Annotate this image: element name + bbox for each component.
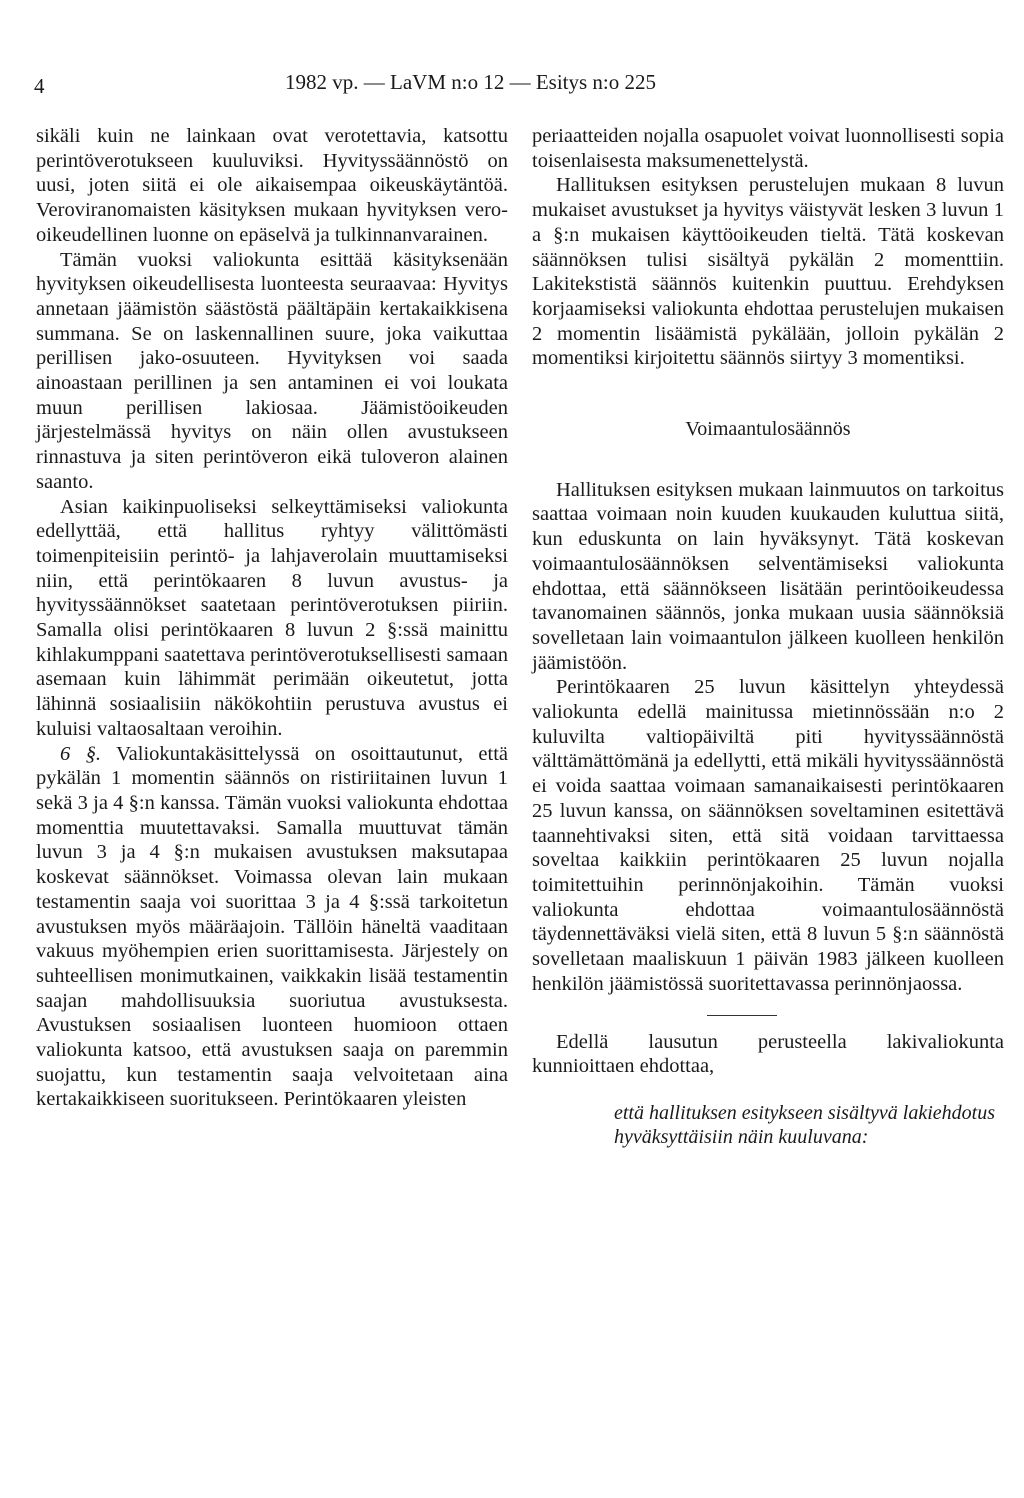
paragraph: periaatteiden nojalla osapuolet voivat luonnollisesti sopia toisenlaisesta maksumenettelystä.	[532, 125, 1004, 172]
paragraph: Asian kaikinpuoliseksi selkeyttämiseksi valiokunta edellyttää, että hallitus ryhtyy välittömästi toimenpiteisiin perintö- ja lahjaverolain muuttamiseksi niin, että perintökaaren 8 luvun avustus- ja hyvityssäännökset saatetaan perintöverotuksen piiriin. Samalla olisi perintökaaren 8 luvun 2 §:ssä mainittu kihlakumppani saatettava perintöverotuksellisesti samaan asemaan kuin lähimmät perimään oikeutetut, jotta lähinnä sosiaalisiin näkökohtiin perustuva avustus ei kuluisi valtaosaltaan veroihin.	[36, 495, 508, 740]
paragraph: Hallituksen esityksen mukaan lainmuutos on tarkoitus saattaa voimaan noin kuuden kuukauden kuluttua siitä, kun eduskunta on lain hyväksynyt. Tätä koskevan voimaantulosäännöksen selventämiseksi valiokunta ehdottaa, että säännökseen lisätään perintöoikeudessa tavanomainen säännös, jonka mukaan uusia säännöksiä sovelletaan lain voimaantulon jälkeen kuolleen henkilön jäämistöön.	[532, 478, 1004, 674]
divider	[707, 1015, 777, 1016]
paragraph: Perintökaaren 25 luvun käsittelyn yhteydessä valiokunta edellä mainitussa mietinnössään n:o 2 kuluvilta valtiopäiviltä piti hyvityssäännöstä välttämättömänä ja edellytti, että mikäli hyvityssäännöstä ei voida saattaa voimaan samanaikaisesti perintökaaren 25 luvun kanssa, on säännöksen soveltaminen esitettävä taannehtivaksi siten, että sitä voidaan tarvittaessa soveltaa kaikkiin perintökaaren 25 luvun nojalla toimitettuihin perinnönjakoihin. Tämän vuoksi valiokunta ehdottaa voimaantulosäännöstä täydennettäväksi vielä siten, että 8 luvun 5 §:n säännöstä sovelletaan maaliskuun 1 päivän 1983 jälkeen kuolleen henkilön jäämistössä suoritettavassa perinnönjaossa.	[532, 676, 1004, 995]
section-heading: Voimaantulosäännös	[685, 418, 851, 441]
page-number: 4	[34, 74, 45, 98]
paragraph: sikäli kuin ne lainkaan ovat verotettavia, katsottu perintöverotukseen kuuluviksi. Hyvityssäännöstö on uusi, joten siitä ei ole aikaisempaa oikeuskäytäntöä. Veroviranomaisten käsityksen mukaan hyvityksen vero-oikeudellinen luonne on epäselvä ja tulkinnanvarainen.	[36, 125, 508, 246]
right-column	[532, 124, 1004, 1149]
resolution-text: että hallituksen esitykseen sisältyvä lakiehdotus hyväksyttäisiin näin kuuluvana:	[614, 1101, 996, 1148]
paragraph	[36, 742, 508, 1113]
left-column	[36, 124, 508, 1112]
running-header: 1982 vp. — LaVM n:o 12 — Esitys n:o 225	[285, 70, 656, 94]
paragraph-text: Valiokuntakäsittelyssä on osoittautunut, että pykälän 1 momentin säännös on ristiriitainen luvun 1 sekä 3 ja 4 §:n kanssa. Tämän vuoksi valiokunta ehdottaa momenttia muutettavaksi. Samalla muuttuvat tämän luvun 3 ja 4 §:n mukaisen avustuksen maksutapaa koskevat säännökset. Voimassa olevan lain mukaan testamentin saaja voi suorittaa 3 ja 4 §:ssä tarkoitetun avustuksen myös määräajoin. Tällöin häneltä vaaditaan vakuus myöhempien erien suorittamisesta. Järjestely on suhteellisen monimutkainen, vaikkakin lisää testamentin saajan mahdollisuuksia suoriutua avustuksesta. Avustuksen sosiaalisen luonteen huomioon ottaen valiokunta katsoo, että avustuksen saaja on paremmin suojattu, kun testamentin saaja velvoitetaan aina kertakaikkiseen suoritukseen. Perintökaaren yleisten	[36, 742, 508, 1111]
paragraph: Edellä lausutun perusteella lakivaliokunta kunnioittaen ehdottaa,	[532, 1030, 1004, 1078]
paragraph: Tämän vuoksi valiokunta esittää käsityksenään hyvityksen oikeudellisesta luonteesta seuraavaa: Hyvitys annetaan jäämistön säästöstä päältäpäin kertakaikkisena summana. Se on laskennallinen suure, joka vaikuttaa perillisen jako-osuuteen. Hyvityksen voi saada ainoastaan perillinen ja sen antaminen ei voi loukata muun perillisen lakiosaa. Jäämistöoikeuden järjestelmässä hyvitys on näin ollen avustukseen rinnastuva ja siten perintöveron eikä tuloveron alainen saanto.	[36, 248, 508, 493]
section-label: 6 §.	[60, 742, 102, 765]
paragraph: Hallituksen esityksen perustelujen mukaan 8 luvun mukaiset avustukset ja hyvitys väistyvät lesken 3 luvun 1 a §:n mukaisen käyttöoikeuden tieltä. Tätä koskevan säännöksen tulisi sisältyä pykälän 2 momenttiin. Lakitekstistä säännös kuitenkin puuttuu. Erehdyksen korjaamiseksi valiokunta ehdottaa perustelujen mukaisen 2 momentin lisäämistä pykälään, jolloin pykälän 2 momentiksi kirjoitettu säännös siirtyy 3 momentiksi.	[532, 174, 1004, 370]
